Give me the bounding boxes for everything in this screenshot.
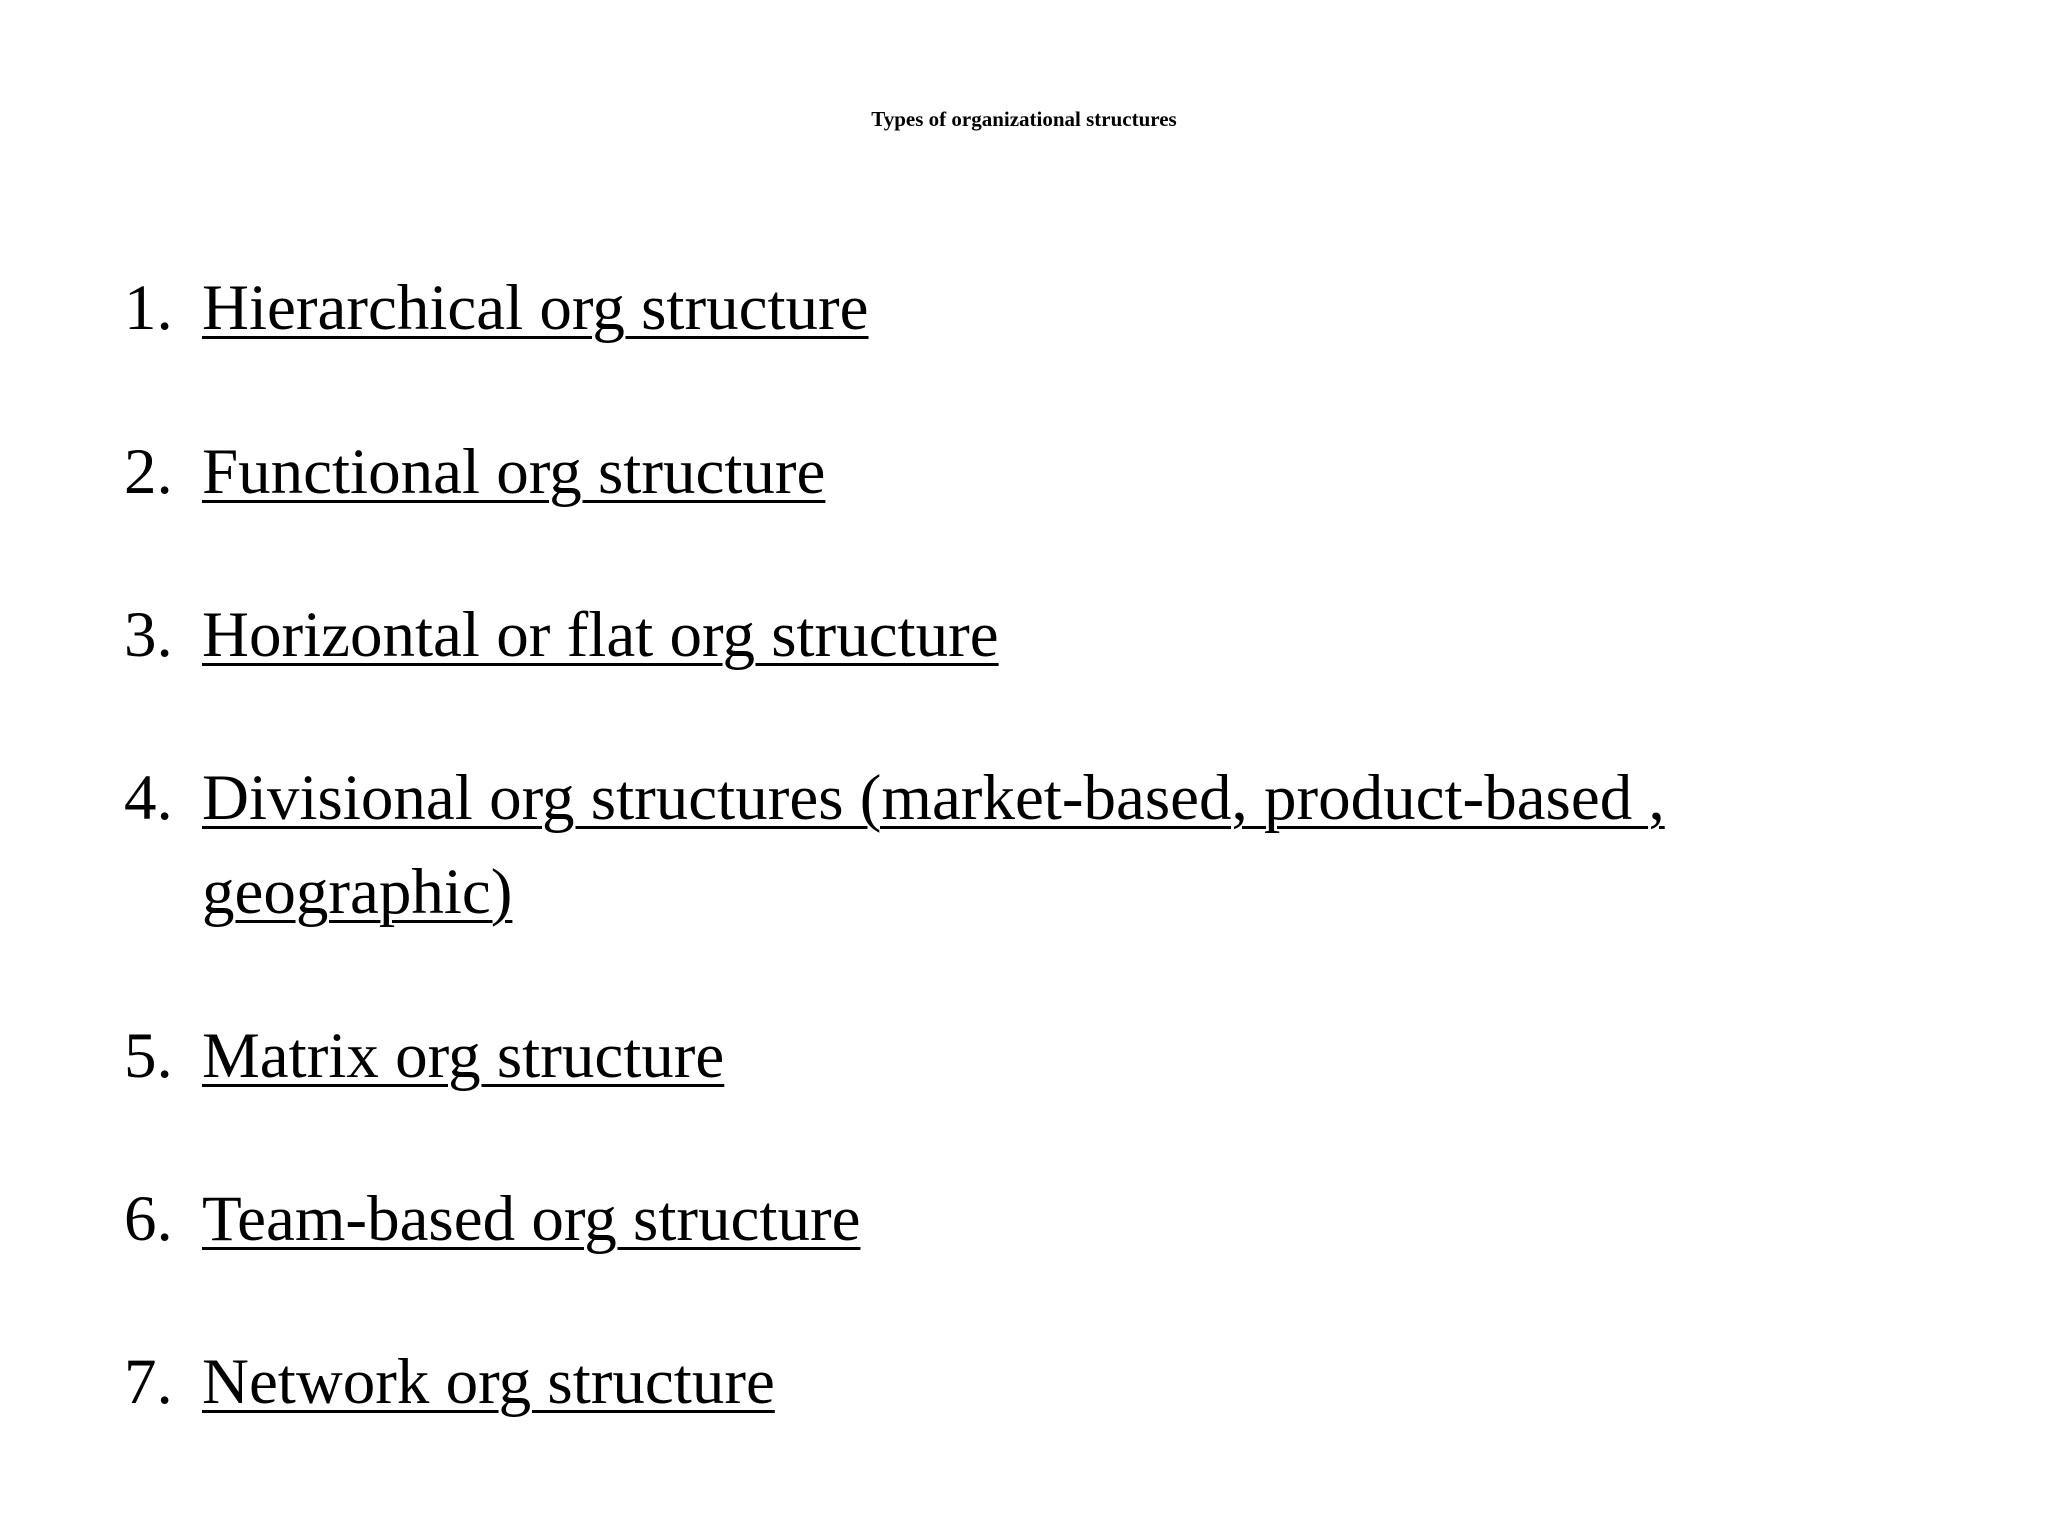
list-item-number: 5. [124, 1020, 173, 1092]
functional-structure-link[interactable]: Functional org structure [202, 436, 826, 508]
network-structure-link[interactable]: Network org structure [202, 1346, 775, 1418]
matrix-structure-link[interactable]: Matrix org structure [202, 1020, 725, 1092]
team-based-structure-link[interactable]: Team-based org structure [202, 1183, 861, 1255]
hierarchical-structure-link[interactable]: Hierarchical org structure [202, 272, 869, 344]
horizontal-flat-structure-link[interactable]: Horizontal or flat org structure [202, 599, 999, 671]
list-item-number: 7. [124, 1346, 173, 1418]
list-item-number: 4. [124, 762, 173, 834]
list-item-number: 3. [124, 599, 173, 671]
divisional-structure-link[interactable]: Divisional org structures (market-based, product-based , geographic) [202, 762, 1665, 928]
list-item-number: 2. [124, 436, 173, 508]
list-item-number: 6. [124, 1183, 173, 1255]
list-item-number: 1. [124, 272, 173, 344]
page-title: Types of organizational structures [871, 107, 1177, 131]
